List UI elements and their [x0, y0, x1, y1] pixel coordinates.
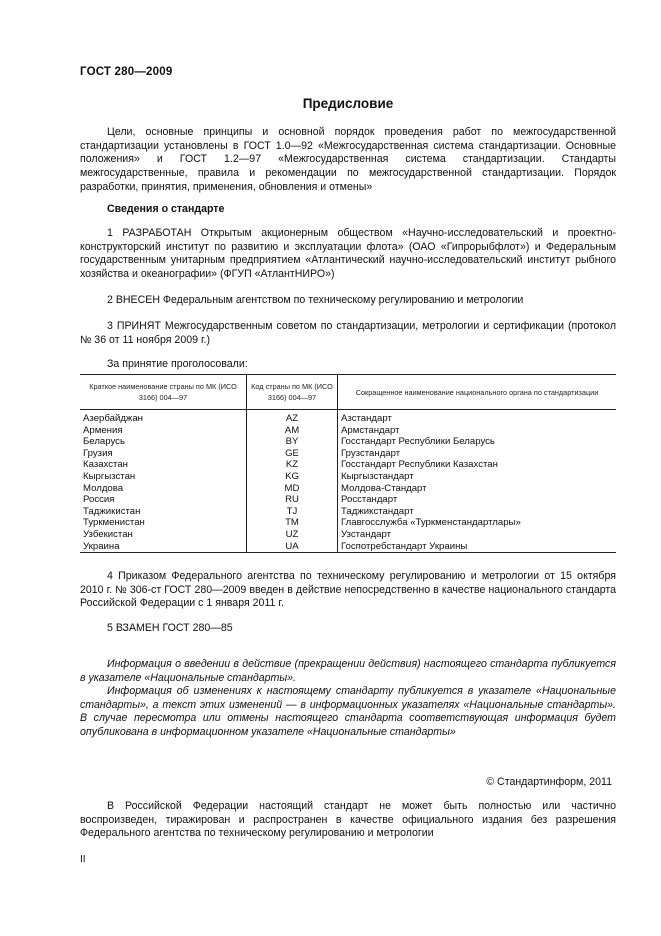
table-cell-code: AM [247, 425, 338, 437]
voted-label [80, 358, 616, 372]
item-4 [80, 570, 616, 611]
table-row [80, 506, 616, 518]
table-row [80, 529, 616, 541]
table-cell-body: Молдова-Стандарт [338, 483, 617, 495]
item-5 [80, 622, 616, 636]
item-3-text: 3 ПРИНЯТ Межгосударственным советом по стандартизации, метрологии и сертификации (протокол № 36 от 11 ноября 2009 г.) [80, 320, 616, 346]
item-2 [80, 294, 616, 308]
table-cell-code: KZ [247, 459, 338, 471]
rights-paragraph [80, 800, 616, 841]
table-row [80, 494, 616, 506]
table-row [80, 459, 616, 471]
table-row [80, 541, 616, 553]
table-cell-body: Азстандарт [338, 410, 617, 425]
notice-paragraph-1 [80, 658, 616, 685]
table-cell-country: Украина [80, 541, 247, 553]
item-1 [80, 227, 616, 282]
table-header-country: Краткое наименование страны по МК (ИСО 3166) 004—97 [80, 375, 247, 410]
intro-text: Цели, основные принципы и основной порядок проведения работ по межгосударственной стандартизации установлены в ГОСТ 1.0—92 «Межгосударственная система стандартизации. Основные положения» и ГОСТ 1.2—97 «Межгосударственная система стандартизации. Стандарты межгосударственные, правила и рекомендации по межгосударственной стандартизации. Порядок разработки, принятия, применения, обновления и отмены» [80, 126, 616, 193]
table-cell-country: Туркменистан [83, 517, 145, 529]
item-2-text: 2 ВНЕСЕН Федеральным агентством по техническому регулированию и метрологии [107, 294, 524, 306]
table-row [80, 448, 616, 460]
table-cell-body: Армстандарт [338, 425, 617, 437]
table-row [80, 436, 616, 448]
table-row [80, 517, 616, 529]
document-header: ГОСТ 280—2009 [80, 66, 173, 78]
table-cell-code: GE [247, 448, 338, 460]
table-cell-country: Грузия [83, 447, 113, 459]
table-cell-body: Главгосслужба «Туркменстандартлары» [338, 517, 617, 529]
table-cell-body: Росстандарт [338, 494, 617, 506]
table-cell-body: Узстандарт [338, 529, 617, 541]
table-header-row [80, 375, 616, 410]
table-cell-country: Кыргызстан [83, 470, 136, 482]
page-title: Предисловие [302, 96, 394, 111]
intro-paragraph [80, 126, 616, 195]
table-cell-country: Узбекистан [83, 528, 133, 540]
table-cell-code: TM [247, 517, 338, 529]
table-cell-body: Госпотребстандарт Украины [338, 541, 617, 553]
table-cell-code: AZ [247, 410, 338, 425]
table-cell-body: Кыргызстандарт [338, 471, 617, 483]
table-cell-code: RU [247, 494, 338, 506]
notice-text-2: Информация об изменениях к настоящему стандарту публикуется в указателе «Национальные стандарты», а текст этих изменений — в информационных указателях «Национальные стандарты». В случае пересмотра или отмены настоящего стандарта соответствующая информация будет опубликована в информационном указателе «Национальные стандарты» [80, 685, 616, 739]
table-cell-code: UZ [247, 529, 338, 541]
table-cell-country: Армения [83, 424, 123, 436]
info-heading: Сведения о стандарте [107, 203, 225, 215]
table-cell-country: Россия [83, 494, 115, 506]
table-header-body: Сокращенное наименование национального органа по стандартизации [338, 375, 617, 410]
notice-paragraph-2 [80, 685, 616, 740]
item-3 [80, 320, 616, 347]
copyright: © Стандартинформ, 2011 [486, 776, 612, 788]
table-cell-body: Грузстандарт [338, 448, 617, 460]
table-row [80, 471, 616, 483]
table-cell-body: Таджикстандарт [338, 506, 617, 518]
table-cell-country: Казахстан [83, 459, 128, 471]
item-4-text: 4 Приказом Федерального агентства по техническому регулированию и метрологии от 15 октября 2010 г. № 306-ст ГОСТ 280—2009 введен в действие непосредственно в качестве национального стандарта Российской Федерации с 1 января 2011 г. [80, 570, 616, 610]
table-cell-code: BY [247, 436, 338, 448]
table-header-code: Код страны по МК (ИСО 3166) 004—97 [247, 375, 338, 410]
item-5-text: 5 ВЗАМЕН ГОСТ 280—85 [107, 622, 233, 634]
table-row [80, 483, 616, 495]
rights-text: В Российской Федерации настоящий стандарт не может быть полностью или частично воспроизведен, тиражирован и распространен в качестве официального издания без разрешения Федерального агентства по техническому регулированию и метрологии [80, 800, 616, 840]
table-cell-code: MD [247, 483, 338, 495]
page-number: II [80, 854, 86, 865]
table-cell-country: Таджикистан [83, 505, 141, 517]
table-cell-country: Беларусь [83, 436, 125, 448]
voted-text: За принятие проголосовали: [107, 358, 248, 370]
table-cell-code: KG [247, 471, 338, 483]
table-cell-code: TJ [247, 506, 338, 518]
table-cell-code: UA [247, 541, 338, 553]
table-cell-country: Азербайджан [83, 413, 143, 424]
voting-table [80, 374, 616, 553]
notice-text-1: Информация о введении в действие (прекращении действия) настоящего стандарта публикуется в указателе «Национальные стандарты». [80, 658, 616, 684]
table-row [80, 425, 616, 437]
table-cell-body: Госстандарт Республики Беларусь [338, 436, 617, 448]
item-1-text: 1 РАЗРАБОТАН Открытым акционерным обществом «Научно-исследовательский и проектно-конструкторский институт по развитию и эксплуатации флота» (ОАО «Гипрорыбфлот») и Федеральным государственным унитарным предприятием «Атлантический научно-исследовательский институт рыбного хозяйства и океанографии» (ФГУП «АтлантНИРО») [80, 227, 616, 281]
table-cell-country: Молдова [83, 482, 124, 494]
table-cell-body: Госстандарт Республики Казахстан [338, 459, 617, 471]
table-row [80, 410, 616, 425]
